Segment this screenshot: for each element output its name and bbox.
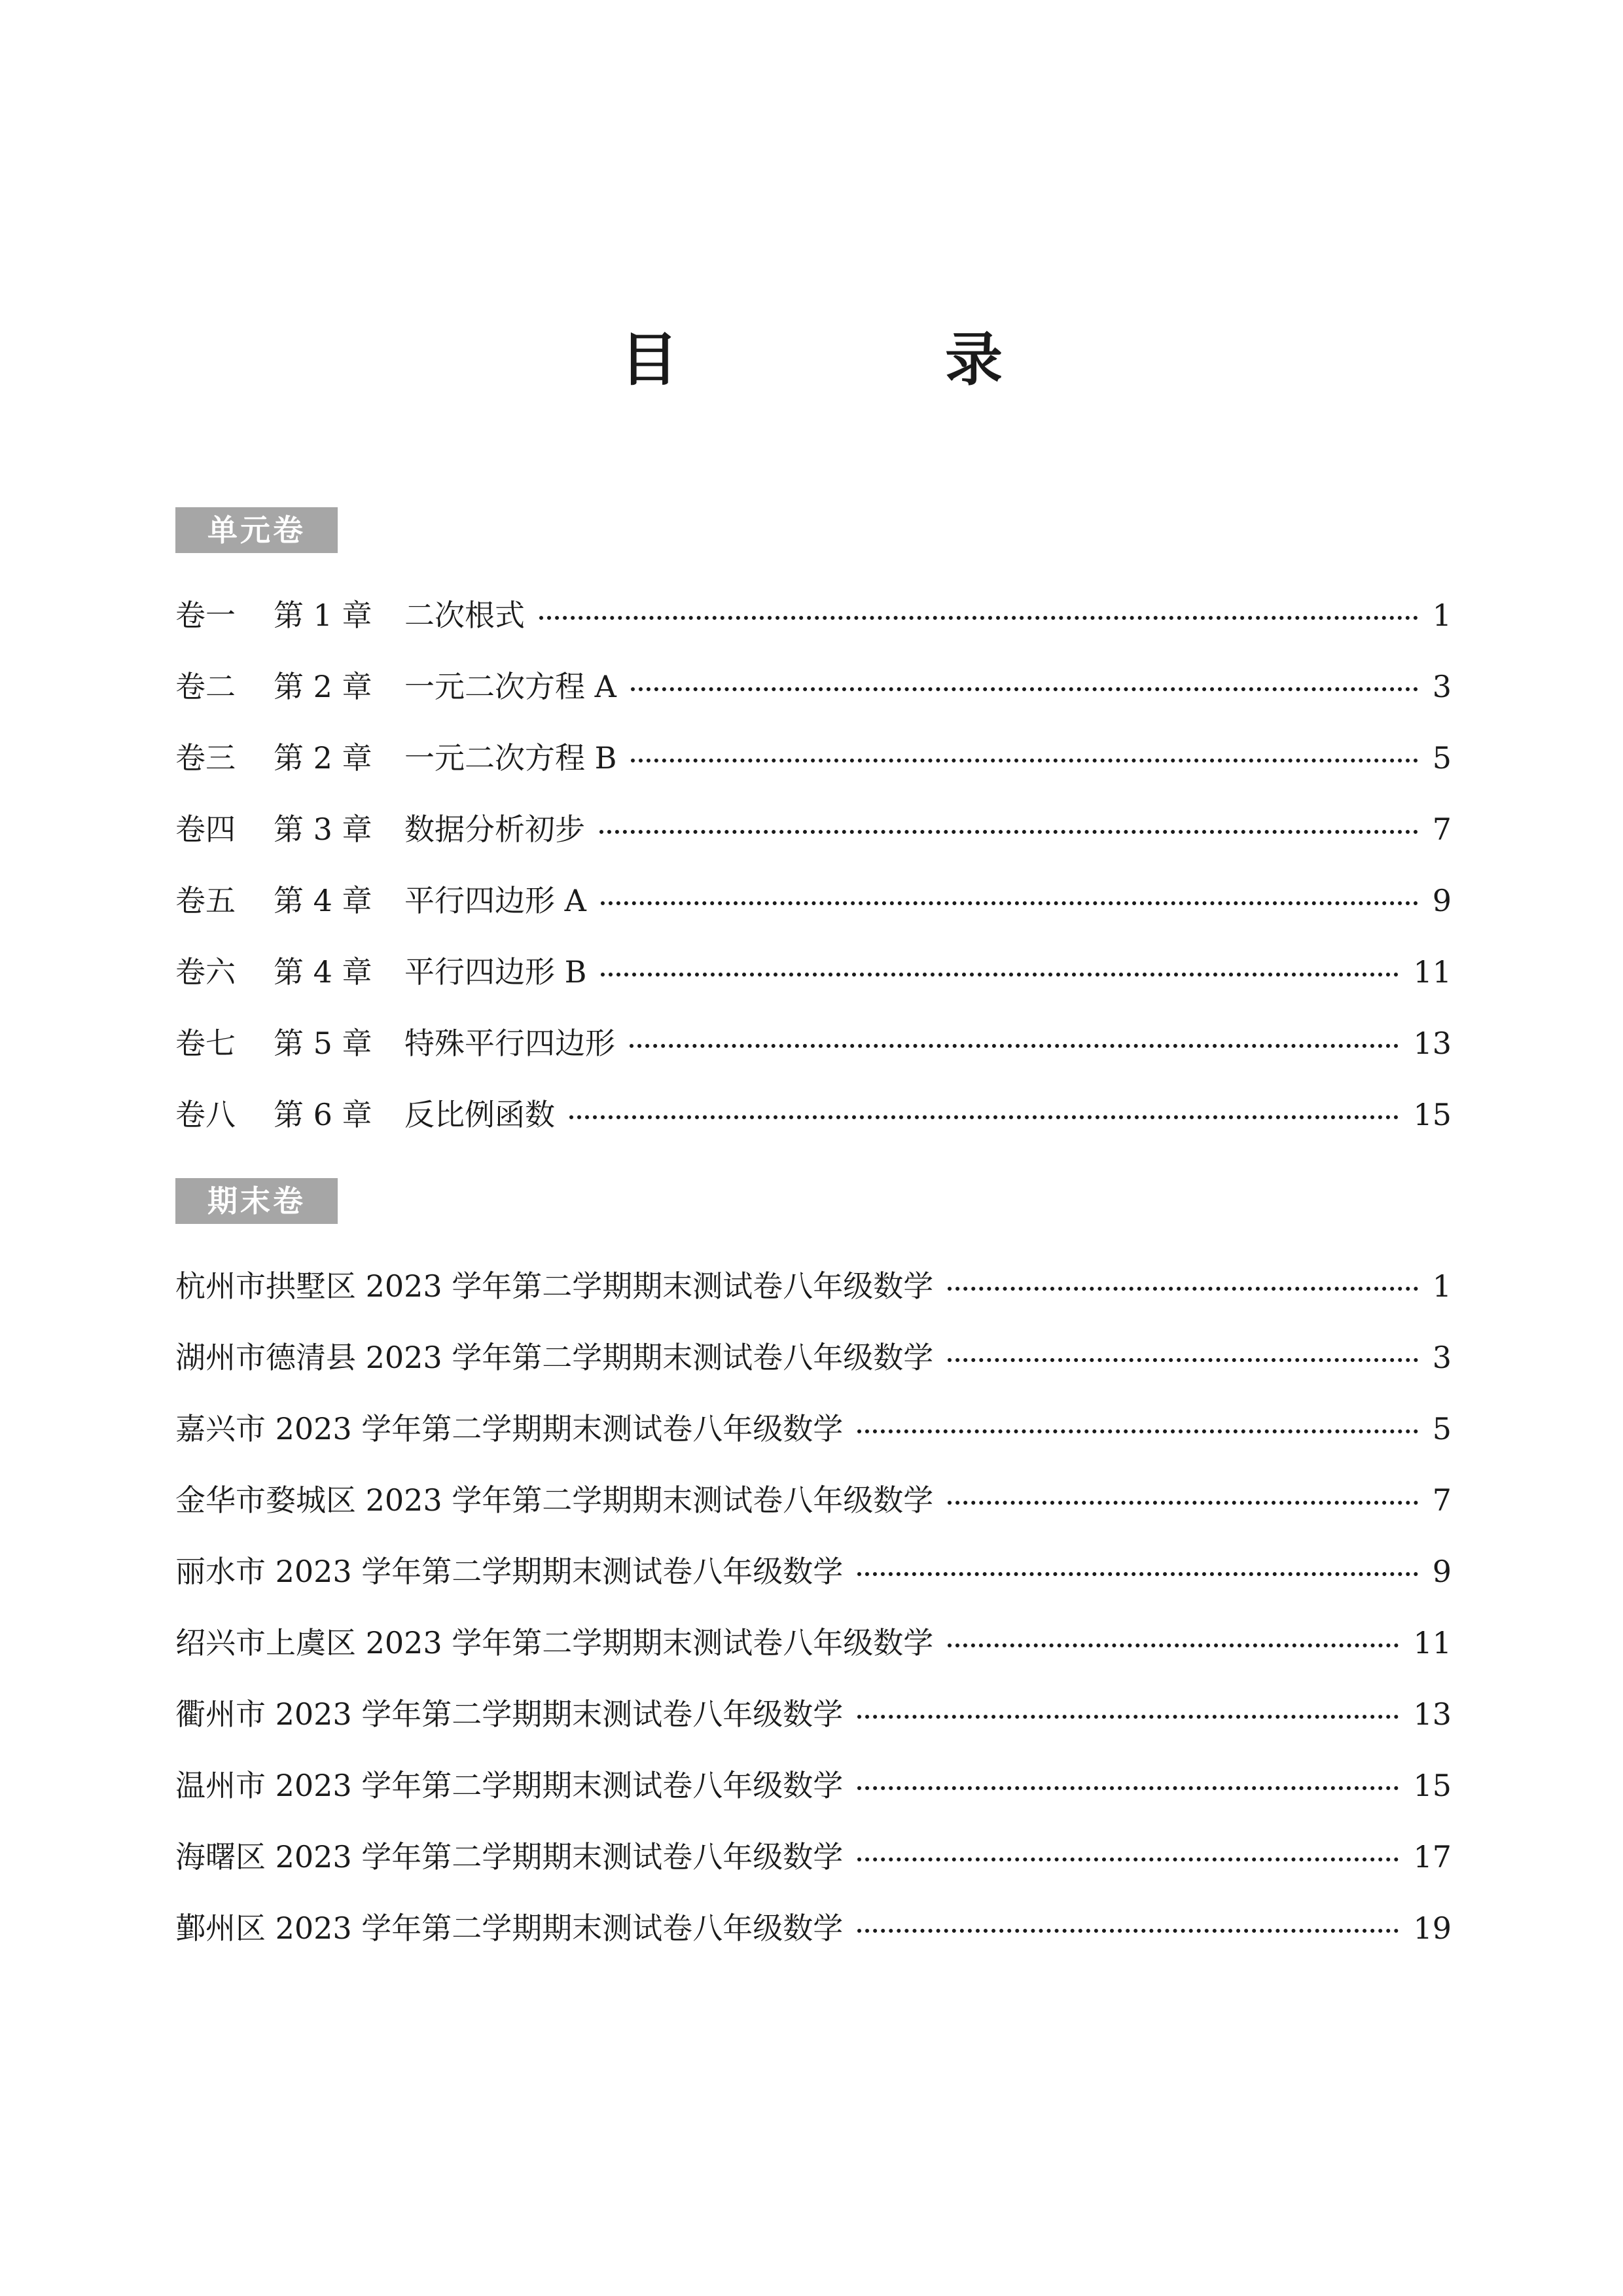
toc-entry[interactable] xyxy=(175,1338,1452,1377)
dot-leader xyxy=(948,1501,1418,1505)
chapter-label: 第 6 章 xyxy=(274,1097,372,1132)
page-number: 13 xyxy=(1413,1696,1452,1732)
toc-entry[interactable] xyxy=(175,881,1452,920)
page-number: 9 xyxy=(1432,1554,1452,1589)
toc-entry[interactable] xyxy=(175,1623,1452,1662)
volume-label: 卷三 xyxy=(175,740,236,776)
dot-leader xyxy=(857,1572,1418,1576)
toc-entry[interactable] xyxy=(175,1480,1452,1520)
entry-title: 鄞州区 2023 学年第二学期期末测试卷八年级数学 xyxy=(175,1910,844,1946)
entry-title: 反比例函数 xyxy=(404,1097,555,1132)
page-number: 11 xyxy=(1413,954,1452,990)
page-number: 15 xyxy=(1413,1097,1452,1132)
entry-title: 衢州市 2023 学年第二学期期末测试卷八年级数学 xyxy=(175,1696,844,1732)
page-number: 3 xyxy=(1432,1340,1452,1375)
dot-leader xyxy=(631,687,1418,691)
dot-leader xyxy=(857,1857,1399,1861)
page-number: 5 xyxy=(1432,1411,1452,1446)
dot-leader xyxy=(630,1044,1399,1048)
page-number: 7 xyxy=(1432,812,1452,847)
volume-label: 卷二 xyxy=(175,669,236,704)
dot-leader xyxy=(601,901,1418,905)
dot-leader xyxy=(857,1929,1399,1933)
section-tag-final: 期末卷 xyxy=(175,1178,338,1224)
page-number: 1 xyxy=(1432,1268,1452,1304)
volume-label: 卷一 xyxy=(175,598,236,633)
toc-entry[interactable] xyxy=(175,1766,1452,1805)
dot-leader xyxy=(948,1358,1418,1362)
toc-entry[interactable] xyxy=(175,952,1452,992)
volume-label: 卷八 xyxy=(175,1097,236,1132)
toc-entry[interactable] xyxy=(175,1409,1452,1448)
toc-entry[interactable] xyxy=(175,738,1452,778)
section-tag-unit: 单元卷 xyxy=(175,507,338,553)
volume-label: 卷七 xyxy=(175,1026,236,1061)
dot-leader xyxy=(857,1715,1399,1719)
toc-entry[interactable] xyxy=(175,667,1452,706)
page-number: 17 xyxy=(1413,1839,1452,1874)
dot-leader xyxy=(857,1786,1399,1790)
dot-leader xyxy=(539,616,1418,620)
dot-leader xyxy=(857,1429,1418,1433)
toc-entry[interactable] xyxy=(175,1695,1452,1734)
toc-entry[interactable] xyxy=(175,1024,1452,1063)
entry-title: 湖州市德清县 2023 学年第二学期期末测试卷八年级数学 xyxy=(175,1340,934,1375)
toc-entry[interactable] xyxy=(175,1095,1452,1134)
entry-title: 海曙区 2023 学年第二学期期末测试卷八年级数学 xyxy=(175,1839,844,1874)
chapter-label: 第 4 章 xyxy=(274,883,372,918)
entry-title: 特殊平行四边形 xyxy=(404,1026,615,1061)
dot-leader xyxy=(948,1643,1399,1647)
toc-entry[interactable] xyxy=(175,1909,1452,1948)
entry-title: 金华市婺城区 2023 学年第二学期期末测试卷八年级数学 xyxy=(175,1482,934,1518)
entry-title: 绍兴市上虞区 2023 学年第二学期期末测试卷八年级数学 xyxy=(175,1625,934,1660)
toc-entry[interactable] xyxy=(175,1266,1452,1306)
entry-title: 丽水市 2023 学年第二学期期末测试卷八年级数学 xyxy=(175,1554,844,1589)
volume-label: 卷五 xyxy=(175,883,236,918)
dot-leader xyxy=(601,973,1399,977)
dot-leader xyxy=(948,1287,1418,1291)
dot-leader xyxy=(569,1115,1399,1119)
chapter-label: 第 4 章 xyxy=(274,954,372,990)
entry-title: 平行四边形 A xyxy=(404,883,586,918)
toc-entry[interactable] xyxy=(175,596,1452,635)
chapter-label: 第 1 章 xyxy=(274,598,372,633)
page-number: 19 xyxy=(1413,1910,1452,1946)
toc-entry[interactable] xyxy=(175,1552,1452,1591)
page-number: 13 xyxy=(1413,1026,1452,1061)
entry-title: 二次根式 xyxy=(404,598,525,633)
entry-title: 杭州市拱墅区 2023 学年第二学期期末测试卷八年级数学 xyxy=(175,1268,934,1304)
dot-leader xyxy=(631,759,1418,762)
chapter-label: 第 2 章 xyxy=(274,669,372,704)
entry-title: 嘉兴市 2023 学年第二学期期末测试卷八年级数学 xyxy=(175,1411,844,1446)
page-number: 9 xyxy=(1432,883,1452,918)
entry-title: 一元二次方程 B xyxy=(404,740,617,776)
volume-label: 卷六 xyxy=(175,954,236,990)
volume-label: 卷四 xyxy=(175,812,236,847)
entry-title: 温州市 2023 学年第二学期期末测试卷八年级数学 xyxy=(175,1768,844,1803)
page-title: 目 录 xyxy=(620,325,1107,393)
entry-title: 平行四边形 B xyxy=(404,954,587,990)
page-number: 1 xyxy=(1432,598,1452,633)
entry-title: 一元二次方程 A xyxy=(404,669,616,704)
toc-entry[interactable] xyxy=(175,810,1452,849)
page-number: 11 xyxy=(1413,1625,1452,1660)
dot-leader xyxy=(599,830,1418,834)
chapter-label: 第 2 章 xyxy=(274,740,372,776)
toc-entry[interactable] xyxy=(175,1837,1452,1876)
page-number: 3 xyxy=(1432,669,1452,704)
page-number: 7 xyxy=(1432,1482,1452,1518)
entry-title: 数据分析初步 xyxy=(404,812,585,847)
page-number: 15 xyxy=(1413,1768,1452,1803)
chapter-label: 第 3 章 xyxy=(274,812,372,847)
chapter-label: 第 5 章 xyxy=(274,1026,372,1061)
page-number: 5 xyxy=(1432,740,1452,776)
